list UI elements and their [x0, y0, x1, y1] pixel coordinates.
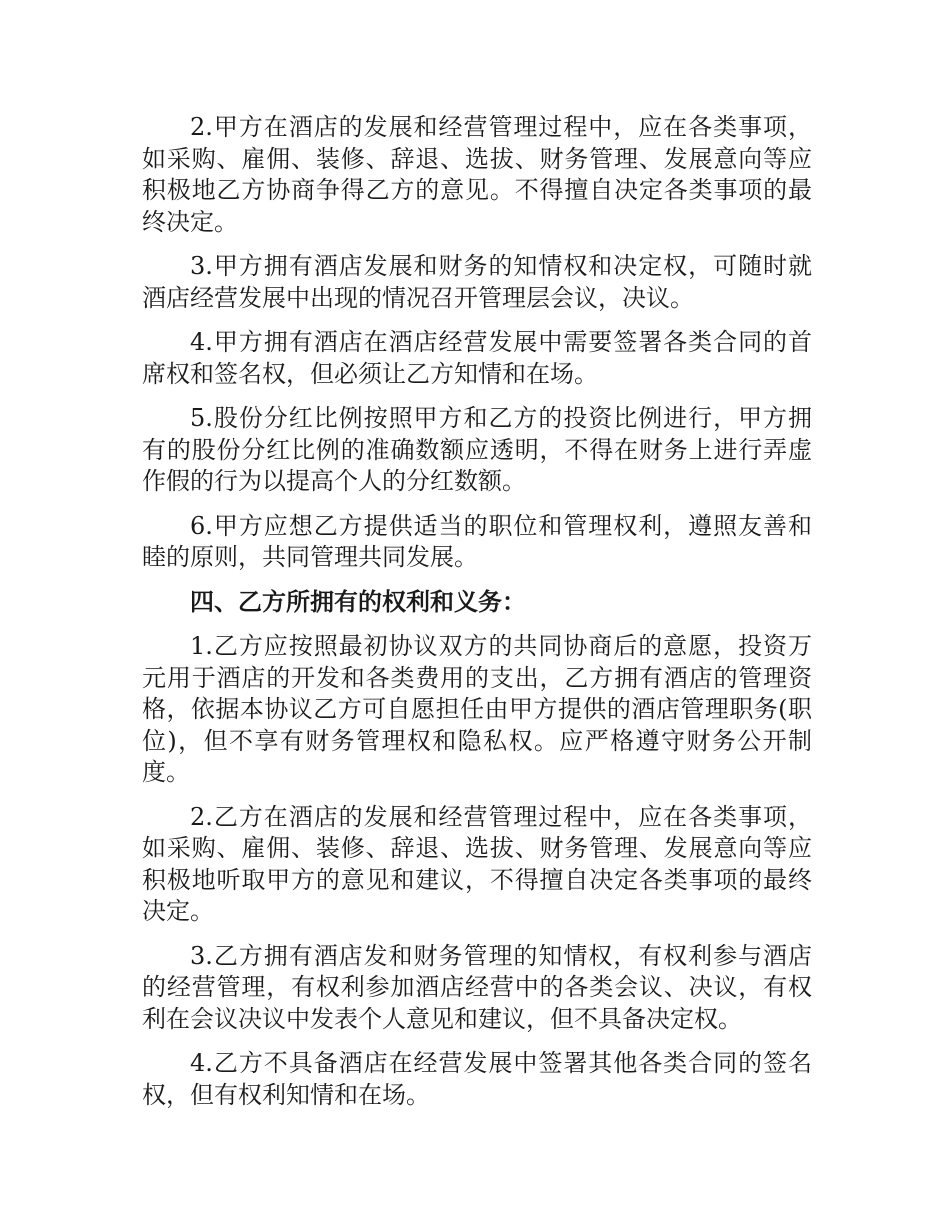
paragraph-b1: 1.乙方应按照最初协议双方的共同协商后的意愿，投资万元用于酒店的开发和各类费用的支出，乙方拥有酒店的管理资格，依据本协议乙方可自愿担任由甲方提供的酒店管理职务(职位)，但不享有财务管理权和隐私权。应严格遵守财务公开制度。 [142, 632, 812, 786]
paragraph-a6: 6.甲方应想乙方提供适当的职位和管理权利，遵照友善和睦的原则，共同管理共同发展。 [142, 511, 812, 571]
document-page [142, 112, 812, 1124]
paragraph-a5: 5.股份分红比例按照甲方和乙方的投资比例进行，甲方拥有的股份分红比例的准确数额应透明，不得在财务上进行弄虚作假的行为以提高个人的分红数额。 [142, 404, 812, 495]
paragraph-a3: 3.甲方拥有酒店发展和财务的知情权和决定权，可随时就酒店经营发展中出现的情况召开管理层会议，决议。 [142, 252, 812, 312]
paragraph-a2: 2.甲方在酒店的发展和经营管理过程中，应在各类事项，如采购、雇佣、装修、辞退、选拔、财务管理、发展意向等应积极地乙方协商争得乙方的意见。不得擅自决定各类事项的最终决定。 [142, 113, 812, 236]
section-heading: 四、乙方所拥有的权利和义务： [190, 587, 526, 616]
paragraph-b4: 4.乙方不具备酒店在经营发展中签署其他各类合同的签名权，但有权利知情和在场。 [142, 1049, 812, 1109]
paragraph-b2: 2.乙方在酒店的发展和经营管理过程中，应在各类事项，如采购、雇佣、装修、辞退、选拔、财务管理、发展意向等应积极地听取甲方的意见和建议，不得擅自决定各类事项的最终决定。 [142, 802, 812, 925]
paragraph-b3: 3.乙方拥有酒店发和财务管理的知情权，有权利参与酒店的经营管理，有权利参加酒店经营中的各类会议、决议，有权利在会议决议中发表个人意见和建议，但不具备决定权。 [142, 941, 812, 1033]
paragraph-a4: 4.甲方拥有酒店在酒店经营发展中需要签署各类合同的首席权和签名权，但必须让乙方知情和在场。 [142, 328, 812, 388]
